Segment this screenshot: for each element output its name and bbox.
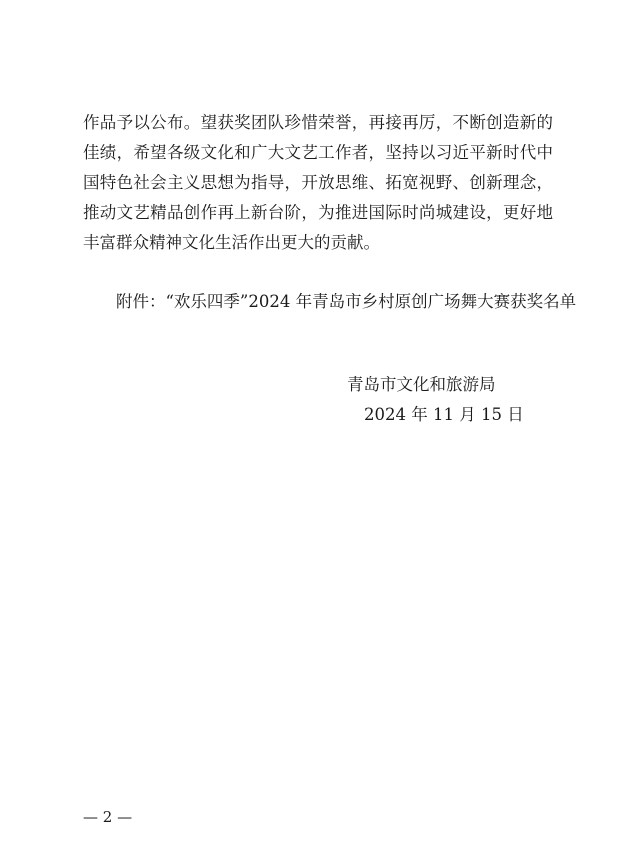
issuing-organization: 青岛市文化和旅游局: [347, 375, 496, 394]
body-paragraph: [83, 108, 553, 258]
issue-date: 2024 年 11 月 15 日: [364, 405, 524, 424]
body-line: 推动文艺精品创作再上新台阶，为推进国际时尚城建设，更好地: [83, 203, 553, 222]
body-line: 佳绩，希望各级文化和广大文艺工作者，坚持以习近平新时代中: [83, 143, 553, 162]
body-line: 作品予以公布。望获奖团队珍惜荣誉，再接再厉，不断创造新的: [83, 113, 553, 132]
page-number: — 2 —: [83, 808, 133, 826]
body-line: 丰富群众精神文化生活作出更大的贡献。: [83, 233, 380, 252]
body-line: 国特色社会主义思想为指导，开放思维、拓宽视野、创新理念，: [83, 173, 553, 192]
attachment-note: 附件：“欢乐四季”2024 年青岛市乡村原创广场舞大赛获奖名单: [116, 292, 577, 311]
